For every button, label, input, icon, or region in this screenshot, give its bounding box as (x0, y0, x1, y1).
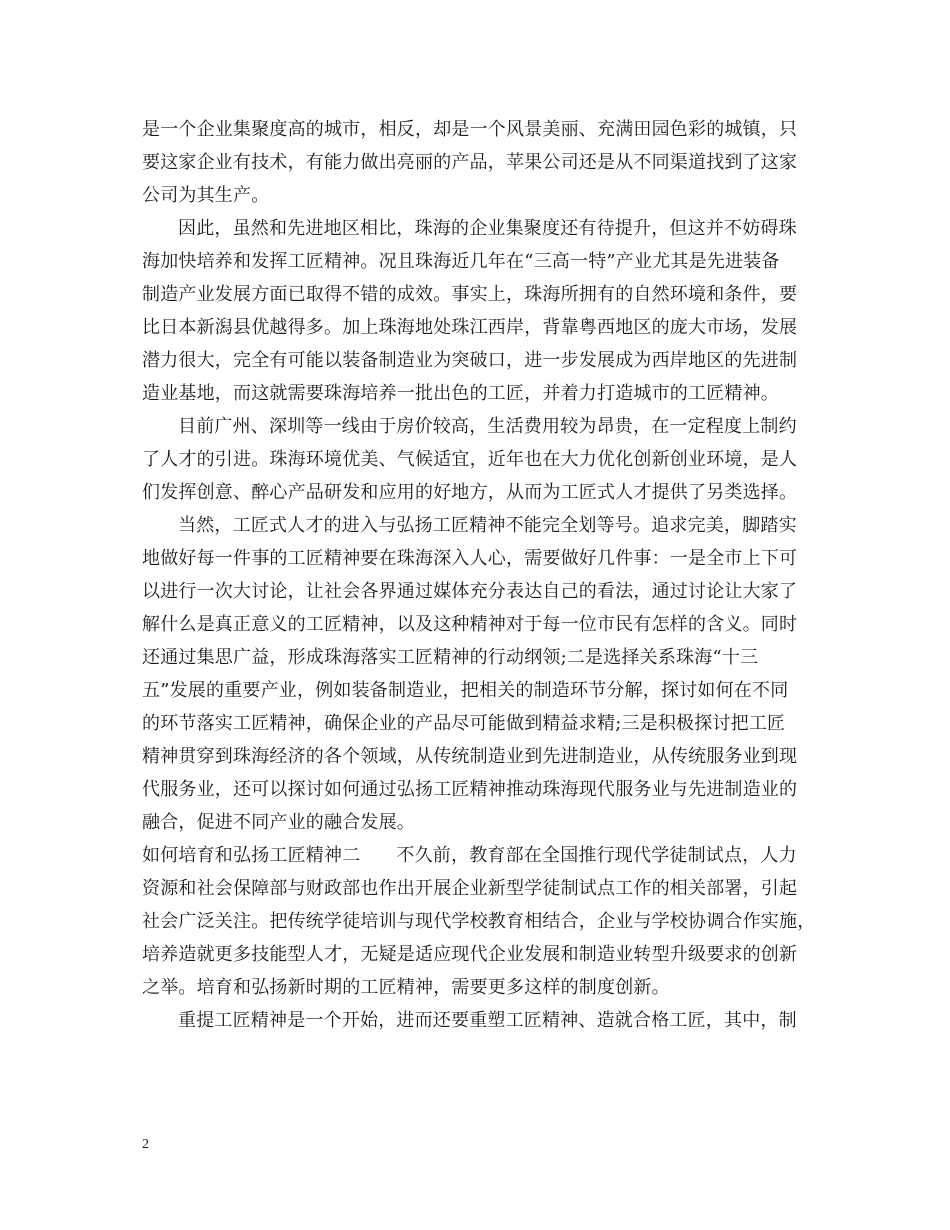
section-heading: 如何培育和弘扬工匠精神二 (142, 845, 361, 866)
text-line: 的环节落实工匠精神，确保企业的产品尽可能做到精益求精;三是积极探讨把工匠 (142, 713, 786, 734)
text-line: 融合，促进不同产业的融合发展。 (142, 812, 415, 833)
text-line: 资源和社会保障部与财政部也作出开展企业新型学徒制试点工作的相关部署，引起 (142, 878, 798, 899)
section-heading-line (142, 844, 797, 868)
text-line: 地做好每一件事的工匠精神要在珠海深入人心，需要做好几件事：一是全市上下可 (142, 548, 798, 569)
text-line: 五”发展的重要产业，例如装备制造业，把相关的制造环节分解，探讨如何在不同 (142, 680, 789, 701)
text-line: 社会广泛关注。把传统学徒培训与现代学校教育相结合，企业与学校协调合作实施， (142, 911, 816, 932)
text-line: 因此，虽然和先进地区相比，珠海的企业集聚度还有待提升，但这并不妨碍珠 (178, 218, 797, 239)
text-line: 以进行一次大讨论，让社会各界通过媒体充分表达自己的看法，通过讨论让大家了 (142, 581, 798, 602)
text-line: 要这家企业有技术，有能力做出亮丽的产品，苹果公司还是从不同渠道找到了这家 (142, 152, 798, 173)
text-line: 之举。培育和弘扬新时期的工匠精神，需要更多这样的制度创新。 (142, 977, 670, 998)
text-line: 海加快培养和发挥工匠精神。况且珠海近几年在“三高一特”产业尤其是先进装备 (142, 251, 780, 272)
text-line: 代服务业，还可以探讨如何通过弘扬工匠精神推动珠海现代服务业与先进制造业的 (142, 779, 798, 800)
text-line: 公司为其生产。 (142, 185, 270, 206)
text-line: 制造产业发展方面已取得不错的成效。事实上，珠海所拥有的自然环境和条件，要 (142, 284, 798, 305)
text-line: 当然，工匠式人才的进入与弘扬工匠精神不能完全划等号。追求完美，脚踏实 (178, 515, 797, 536)
page-number: 2 (142, 1137, 149, 1152)
text-line: 不久前，教育部在全国推行现代学徒制试点，人力 (396, 845, 797, 866)
text-line: 潜力很大，完全有可能以装备制造业为突破口，进一步发展成为西岸地区的先进制 (142, 350, 798, 371)
text-line: 目前广州、深圳等一线由于房价较高，生活费用较为昂贵，在一定程度上制约 (178, 416, 797, 437)
text-line: 解什么是真正意义的工匠精神，以及这种精神对于每一位市民有怎样的含义。同时 (142, 614, 798, 635)
text-line: 了人才的引进。珠海环境优美、气候适宜，近年也在大力优化创新创业环境，是人 (142, 449, 798, 470)
text-line: 比日本新潟县优越得多。加上珠海地处珠江西岸，背靠粤西地区的庞大市场，发展 (142, 317, 798, 338)
text-line: 还通过集思广益，形成珠海落实工匠精神的行动纲领;二是选择关系珠海“十三 (142, 647, 759, 668)
text-line: 精神贯穿到珠海经济的各个领域，从传统制造业到先进制造业，从传统服务业到现 (142, 746, 798, 767)
text-line: 造业基地，而这就需要珠海培养一批出色的工匠，并着力打造城市的工匠精神。 (142, 383, 779, 404)
text-line: 是一个企业集聚度高的城市，相反，却是一个风景美丽、充满田园色彩的城镇，只 (142, 119, 798, 140)
text-line: 重提工匠精神是一个开始，进而还要重塑工匠精神、造就合格工匠，其中，制 (178, 1010, 797, 1031)
text-line: 培养造就更多技能型人才，无疑是适应现代企业发展和制造业转型升级要求的创新 (142, 944, 798, 965)
text-line: 们发挥创意、醉心产品研发和应用的好地方，从而为工匠式人才提供了另类选择。 (142, 482, 798, 503)
